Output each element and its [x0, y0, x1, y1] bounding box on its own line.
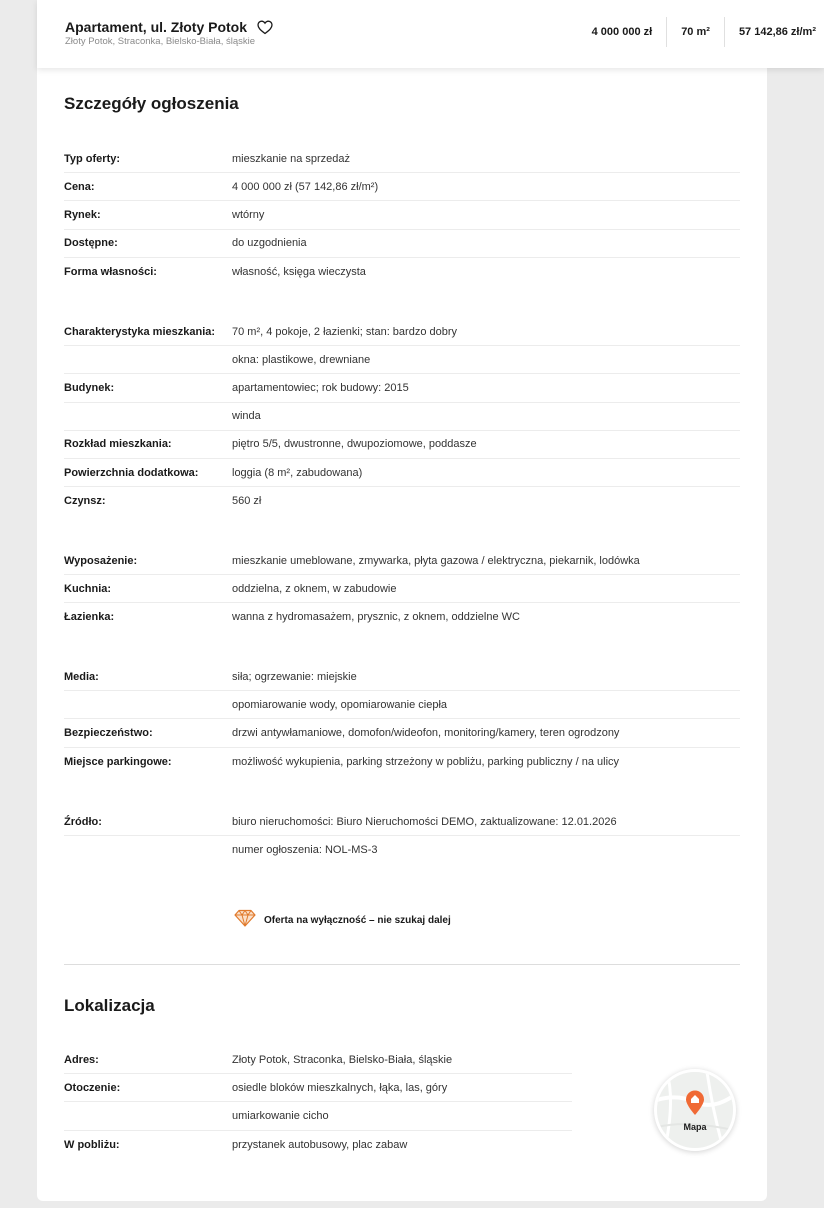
- detail-label: Czynsz:: [64, 495, 106, 508]
- details-group-offer: [64, 145, 740, 286]
- area-stat: 70 m²: [666, 17, 724, 47]
- detail-label: Wyposażenie:: [64, 554, 138, 567]
- detail-value: mieszkanie umeblowane, zmywarka, płyta gazowa / elektryczna, piekarnik, lodówka: [232, 554, 640, 567]
- detail-row: [64, 748, 740, 776]
- exclusive-offer-link[interactable]: [234, 909, 451, 932]
- location-row: [64, 1074, 572, 1102]
- location-value: Złoty Potok, Straconka, Bielsko-Biała, śląskie: [232, 1053, 453, 1066]
- details-group-media: [64, 663, 740, 776]
- detail-value: winda: [232, 410, 261, 423]
- detail-row: [64, 258, 740, 286]
- price-per-m2-stat: 57 142,86 zł/m²: [724, 17, 824, 47]
- detail-value: oddzielna, z oknem, w zabudowie: [232, 582, 397, 595]
- detail-row: [64, 374, 740, 402]
- detail-value: własność, księga wieczysta: [232, 265, 366, 278]
- detail-label: Dostępne:: [64, 237, 118, 250]
- listing-title-row: [65, 19, 273, 35]
- detail-row: [64, 459, 740, 487]
- diamond-icon: [234, 909, 256, 932]
- detail-value: loggia (8 m², zabudowana): [232, 466, 363, 479]
- detail-value: wanna z hydromasażem, prysznic, z oknem, oddzielne WC: [232, 611, 520, 624]
- detail-row: [64, 403, 740, 431]
- section-divider: [64, 964, 740, 965]
- location-section-title: Lokalizacja: [64, 996, 155, 1015]
- detail-value: do uzgodnienia: [232, 237, 307, 250]
- price-stat: 4 000 000 zł: [591, 26, 653, 38]
- detail-row: [64, 201, 740, 229]
- details-group-apartment: [64, 318, 740, 515]
- detail-label: Cena:: [64, 180, 95, 193]
- detail-value: 70 m², 4 pokoje, 2 łazienki; stan: bardzo dobry: [232, 325, 458, 338]
- detail-value: biuro nieruchomości: Biuro Nieruchomości DEMO, zaktualizowane: 12.01.2026: [232, 815, 617, 828]
- detail-row: [64, 603, 740, 631]
- detail-label: Rozkład mieszkania:: [64, 438, 172, 451]
- heart-icon[interactable]: [257, 20, 273, 35]
- location-label: Adres:: [64, 1053, 99, 1066]
- detail-value: siła; ogrzewanie: miejskie: [232, 670, 357, 683]
- details-section-title: Szczegóły ogłoszenia: [64, 94, 239, 113]
- detail-label: Miejsce parkingowe:: [64, 755, 172, 768]
- listing-title: Apartament, ul. Złoty Potok: [65, 19, 248, 35]
- detail-value: 4 000 000 zł (57 142,86 zł/m²): [232, 180, 379, 193]
- map-button[interactable]: [654, 1069, 736, 1151]
- detail-row: [64, 173, 740, 201]
- detail-value: drzwi antywłamaniowe, domofon/wideofon, monitoring/kamery, teren ogrodzony: [232, 726, 620, 739]
- listing-address: Złoty Potok, Straconka, Bielsko-Biała, śląskie: [65, 36, 256, 47]
- detail-label: Media:: [64, 670, 99, 683]
- detail-value: piętro 5/5, dwustronne, dwupoziomowe, poddasze: [232, 438, 477, 451]
- detail-label: Źródło:: [64, 815, 102, 828]
- location-value: umiarkowanie cicho: [232, 1109, 329, 1122]
- detail-row: [64, 431, 740, 459]
- detail-value: okna: plastikowe, drewniane: [232, 353, 371, 366]
- location-value: osiedle bloków mieszkalnych, łąka, las, góry: [232, 1081, 448, 1094]
- detail-label: Powierzchnia dodatkowa:: [64, 466, 199, 479]
- detail-value: numer ogłoszenia: NOL-MS-3: [232, 844, 378, 857]
- detail-value: 560 zł: [232, 495, 262, 508]
- detail-row: [64, 719, 740, 747]
- detail-row: [64, 346, 740, 374]
- detail-label: Bezpieczeństwo:: [64, 726, 153, 739]
- detail-value: apartamentowiec; rok budowy: 2015: [232, 381, 409, 394]
- location-group: [64, 1046, 572, 1159]
- map-label: Mapa: [683, 1122, 707, 1132]
- detail-value: opomiarowanie wody, opomiarowanie ciepła: [232, 698, 448, 711]
- detail-row: [64, 145, 740, 173]
- detail-value: mieszkanie na sprzedaż: [232, 152, 351, 165]
- detail-value: możliwość wykupienia, parking strzeżony w pobliżu, parking publiczny / na ulicy: [232, 755, 620, 768]
- location-label: Otoczenie:: [64, 1081, 121, 1094]
- details-group-source: [64, 808, 740, 864]
- detail-row: [64, 547, 740, 575]
- detail-label: Kuchnia:: [64, 582, 112, 595]
- detail-row: [64, 318, 740, 346]
- location-row: [64, 1046, 572, 1074]
- detail-row: [64, 691, 740, 719]
- listing-stats: [578, 17, 824, 47]
- detail-label: Łazienka:: [64, 611, 115, 624]
- detail-value: wtórny: [232, 208, 265, 221]
- detail-row: [64, 230, 740, 258]
- location-row: [64, 1102, 572, 1130]
- detail-row: [64, 663, 740, 691]
- detail-row: [64, 487, 740, 515]
- detail-label: Typ oferty:: [64, 152, 121, 165]
- exclusive-offer-text: Oferta na wyłączność – nie szukaj dalej: [264, 915, 451, 926]
- detail-label: Rynek:: [64, 208, 101, 221]
- detail-label: Charakterystyka mieszkania:: [64, 325, 216, 338]
- listing-header: [37, 0, 824, 68]
- detail-row: [64, 808, 740, 836]
- location-row: [64, 1131, 572, 1159]
- detail-row: [64, 575, 740, 603]
- detail-label: Budynek:: [64, 381, 115, 394]
- detail-label: Forma własności:: [64, 265, 157, 278]
- detail-row: [64, 836, 740, 864]
- location-value: przystanek autobusowy, plac zabaw: [232, 1138, 408, 1151]
- details-group-equipment: [64, 547, 740, 632]
- location-label: W pobliżu:: [64, 1138, 120, 1151]
